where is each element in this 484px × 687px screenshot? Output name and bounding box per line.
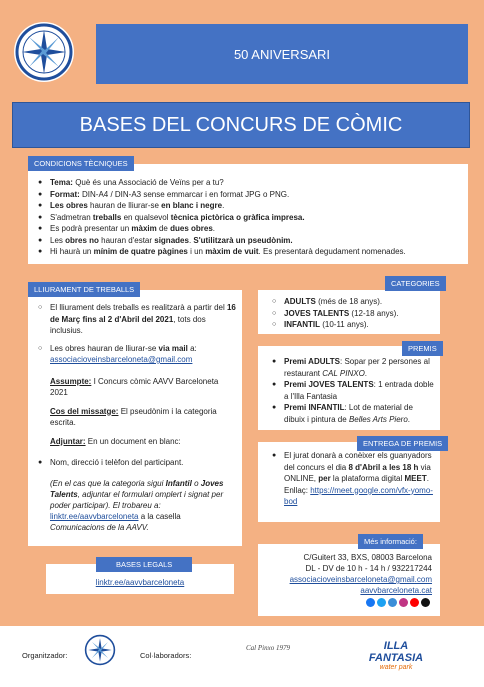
delivery-dates: ○ El lliurament dels treballs es realitzarà a partir del 16 de Març fins al 2 d'Abril del 2021, tots dos inclusius. xyxy=(36,302,236,337)
info-tag: Més informació: xyxy=(358,534,423,549)
association-logo xyxy=(14,22,74,82)
prizes-tag: PREMIS xyxy=(402,341,443,356)
info-hours: DL - DV de 10 h - 14 h / 932217244 xyxy=(305,564,432,573)
conditions-list xyxy=(36,177,464,258)
categories-list xyxy=(270,296,438,331)
delivery-email-link[interactable]: associacioveinsbarceloneta@gmail.com xyxy=(50,355,193,364)
delivery-subject: Assumpte: I Concurs còmic AAVV Barceloneta 2021 xyxy=(50,376,219,397)
page-title: BASES DEL CONCURS DE CÒMIC xyxy=(12,102,470,148)
list-item: ● Tema: Què és una Associació de Veïns per a tu? xyxy=(36,177,464,189)
meet-link[interactable]: https://meet.google.com/vfx-yomo-bod xyxy=(284,485,433,506)
list-item: ○ INFANTIL (10-11 anys). xyxy=(270,319,438,331)
award-tag: ENTREGA DE PREMIS xyxy=(357,436,448,451)
info-address: C/Guitert 33, BXS, 08003 Barcelona xyxy=(303,553,432,562)
facebook-icon[interactable] xyxy=(366,598,375,607)
delivery-attach: Adjuntar: En un document en blanc: xyxy=(50,436,181,446)
categories-tag: CATEGORIES xyxy=(385,276,446,291)
conditions-tag: CONDICIONS TÈCNIQUES xyxy=(28,156,134,171)
info-content xyxy=(262,552,432,610)
delivery-tag: LLIURAMENT DE TREBALLS xyxy=(28,282,140,297)
delivery-content xyxy=(36,302,236,533)
list-item: ● Es podrà presentar un màxim de dues obres. xyxy=(36,223,464,235)
list-item: ● Premi INFANTIL: Lot de material de dibuix i pintura de Belles Arts Piero. xyxy=(270,402,436,425)
social-icons xyxy=(262,598,432,610)
list-item: ● Hi haurà un mínim de quatre pàgines i un màxim de vuit. Es presentarà degudament nomenades. xyxy=(36,246,464,258)
prizes-list xyxy=(270,356,436,425)
legal-tag: BASES LEGALS xyxy=(96,557,192,572)
instagram-icon[interactable] xyxy=(399,598,408,607)
list-item: ● Les obres no hauran d'estar signades. S'utilitzarà un pseudònim. xyxy=(36,235,464,247)
calpinxo-logo: Cal Pinxo 1979 xyxy=(246,644,290,652)
collaborators-label: Col·laboradors: xyxy=(140,651,192,660)
organizer-logo xyxy=(84,634,116,666)
linktree-link[interactable]: linktr.ee/aavvbarceloneta xyxy=(50,512,139,521)
list-item: ○ ADULTS (més de 18 anys). xyxy=(270,296,438,308)
list-item: ● Premi ADULTS: Sopar per 2 persones al restaurant CAL PINXO. xyxy=(270,356,436,379)
list-item: ○ JOVES TALENTS (12-18 anys). xyxy=(270,308,438,320)
info-email-link[interactable]: associacioveinsbarceloneta@gmail.com xyxy=(289,575,432,584)
list-item: ● Format: DIN-A4 / DIN-A3 sense emmarcar i en format JPG o PNG. xyxy=(36,189,464,201)
list-item: ● Les obres hauran de lliurar-se en blanc i negre. xyxy=(36,200,464,212)
twitter-icon[interactable] xyxy=(377,598,386,607)
list-item: ● S'admetran treballs en qualsevol tècnica pictòrica o gràfica impresa. xyxy=(36,212,464,224)
illa-fantasia-logo: ILLA FANTASIA water park xyxy=(368,640,424,671)
award-list xyxy=(270,450,436,508)
organizer-label: Organitzador: xyxy=(22,651,68,660)
delivery-mail: ○ Les obres hauran de lliurar-se via mail a: associacioveinsbarceloneta@gmail.com xyxy=(36,343,236,366)
legal-link[interactable]: linktr.ee/aavvbarceloneta xyxy=(95,578,185,587)
delivery-note: (En el cas que la categoria sigui Infantil o Joves Talents, adjuntar el formulari omplert i signat per poder participar). El trobareu a: linktr.ee/aavvbarceloneta a la casella Comunicacions de la AAVV. xyxy=(50,479,224,532)
delivery-participant: ● Nom, direcció i telèfon del participant. xyxy=(36,457,236,469)
anniversary-banner: 50 ANIVERSARI xyxy=(96,24,468,84)
delivery-body: Cos del missatge: El pseudònim i la categoria escrita. xyxy=(50,406,217,427)
tiktok-icon[interactable] xyxy=(421,598,430,607)
youtube-icon[interactable] xyxy=(410,598,419,607)
info-web-link[interactable]: aavvbarceloneta.cat xyxy=(360,586,432,595)
web-icon[interactable] xyxy=(388,598,397,607)
list-item: ● Premi JOVES TALENTS: 1 entrada doble a l'Illa Fantasia xyxy=(270,379,436,402)
award-text: ● El jurat donarà a conèixer els guanyadors del concurs el dia 8 d'Abril a les 18 h via ONLINE, per la plataforma digital MEET. Enllaç: https://meet.google.com/vfx-yomo-bod xyxy=(270,450,436,508)
